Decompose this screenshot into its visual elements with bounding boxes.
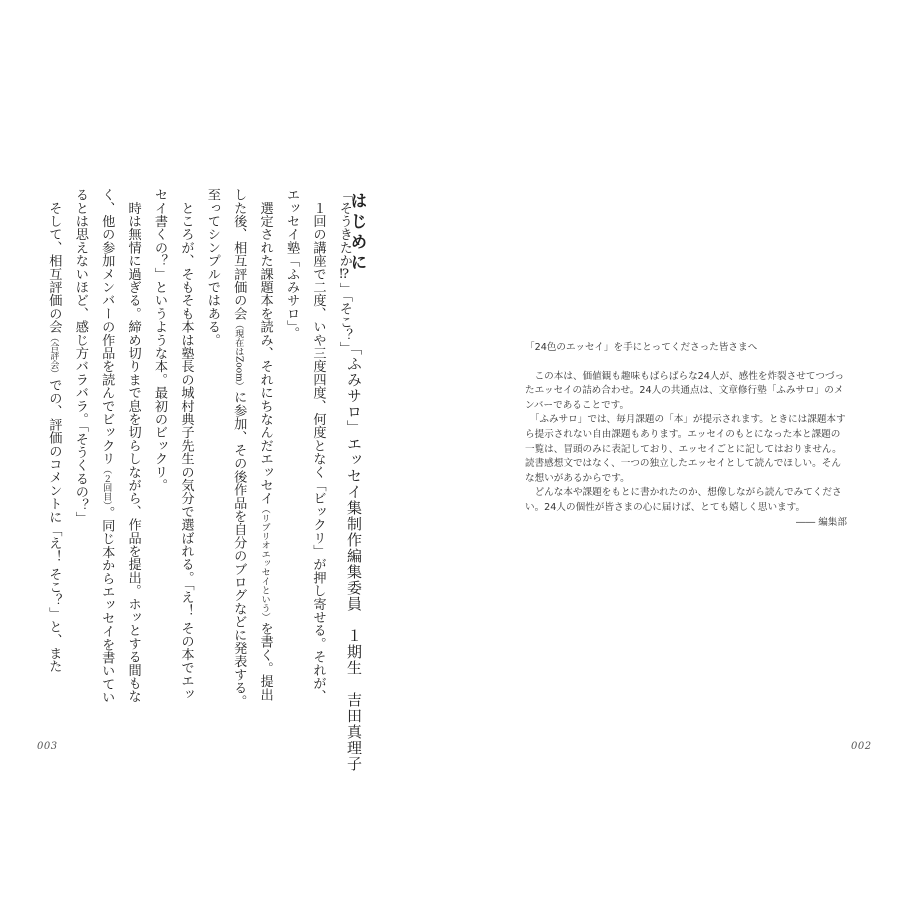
page-number-right: 002 [851,741,872,752]
paragraph: 「そうきたか⁉」「そこ？」 [336,188,352,355]
ruby-note: （現在はZoom） [233,320,244,391]
note-paragraph: 「ふみサロ」では、毎月課題の「本」が提示されます。ときには課題本すら提示されない自由課題もあります。エッセイのもとになった本と課題の一覧は、冒頭のみに表記しており、エッセイごとに記してはおりません。読書感想文ではなく、一つの独立したエッセイとして読んでほしい。そんな想いがあるからです。 [525,414,846,484]
ruby-note: （合評会） [48,333,59,379]
paragraph: 選定された課題本を読み、それにちなんだエッセイ（リブリオエッセイという）を書く。提出した後、相互評価の会（現在はZoom）に参加、その後作品を自分のブログなどに発表する。至ってシンプルではある。 [204,188,273,708]
page-number-left: 003 [37,741,58,752]
note-paragraph: この本は、価値観も趣味もばらばらな24人が、感性を炸裂させてつづったエッセイの詰め合わせ。24人の共通点は、文章修行塾「ふみサロ」のメンバーであることです。 [525,370,845,411]
note-heading: 「24色のエッセイ」を手にとってくださった皆さまへ [525,342,758,353]
paragraph: １回の講座で二度、いや三度四度、何度となく「ビックリ」が押し寄せる。それが、エッセイ塾「ふみサロ」。 [284,188,326,703]
note-signoff: ―― 編集部 [795,516,847,528]
note-paragraph: どんな本や課題をもとに書かれたのか、想像しながら読んでみてください。24人の個性が皆さまの心に届けば、とても嬉しく思います。 ―― 編集部 [525,486,847,515]
chapter-title: はじめに [348,192,367,274]
paragraph: ところが、そもそも本は塾長の城村典子先生の気分で選ばれる。「え！ その本でエッセイ書くの？」というような本。最初のビックリ。 [152,188,194,701]
body-text [40,188,357,708]
ruby-note: （２回目） [101,465,112,506]
paragraph: そして、相互評価の会（合評会）での、評価のコメントに「え！ そこ？」と、また [46,201,62,673]
author-byline: 「ふみサロ」エッセイ集制作編集委員 １期生 吉田真理子 [345,340,363,772]
paragraph: 時は無情に過ぎる。締め切りまで息を切らしながら、作品を提出。ホッとする間もなく、他の参加メンバーの作品を読んでビックリ（２回目）。同じ本からエッセイを書いているとは思えないほど、感じ方バラバラ。「そうくるの？」 [72,188,141,704]
editorial-note [525,341,847,530]
ruby-note: （リブリオエッセイという） [259,504,270,622]
